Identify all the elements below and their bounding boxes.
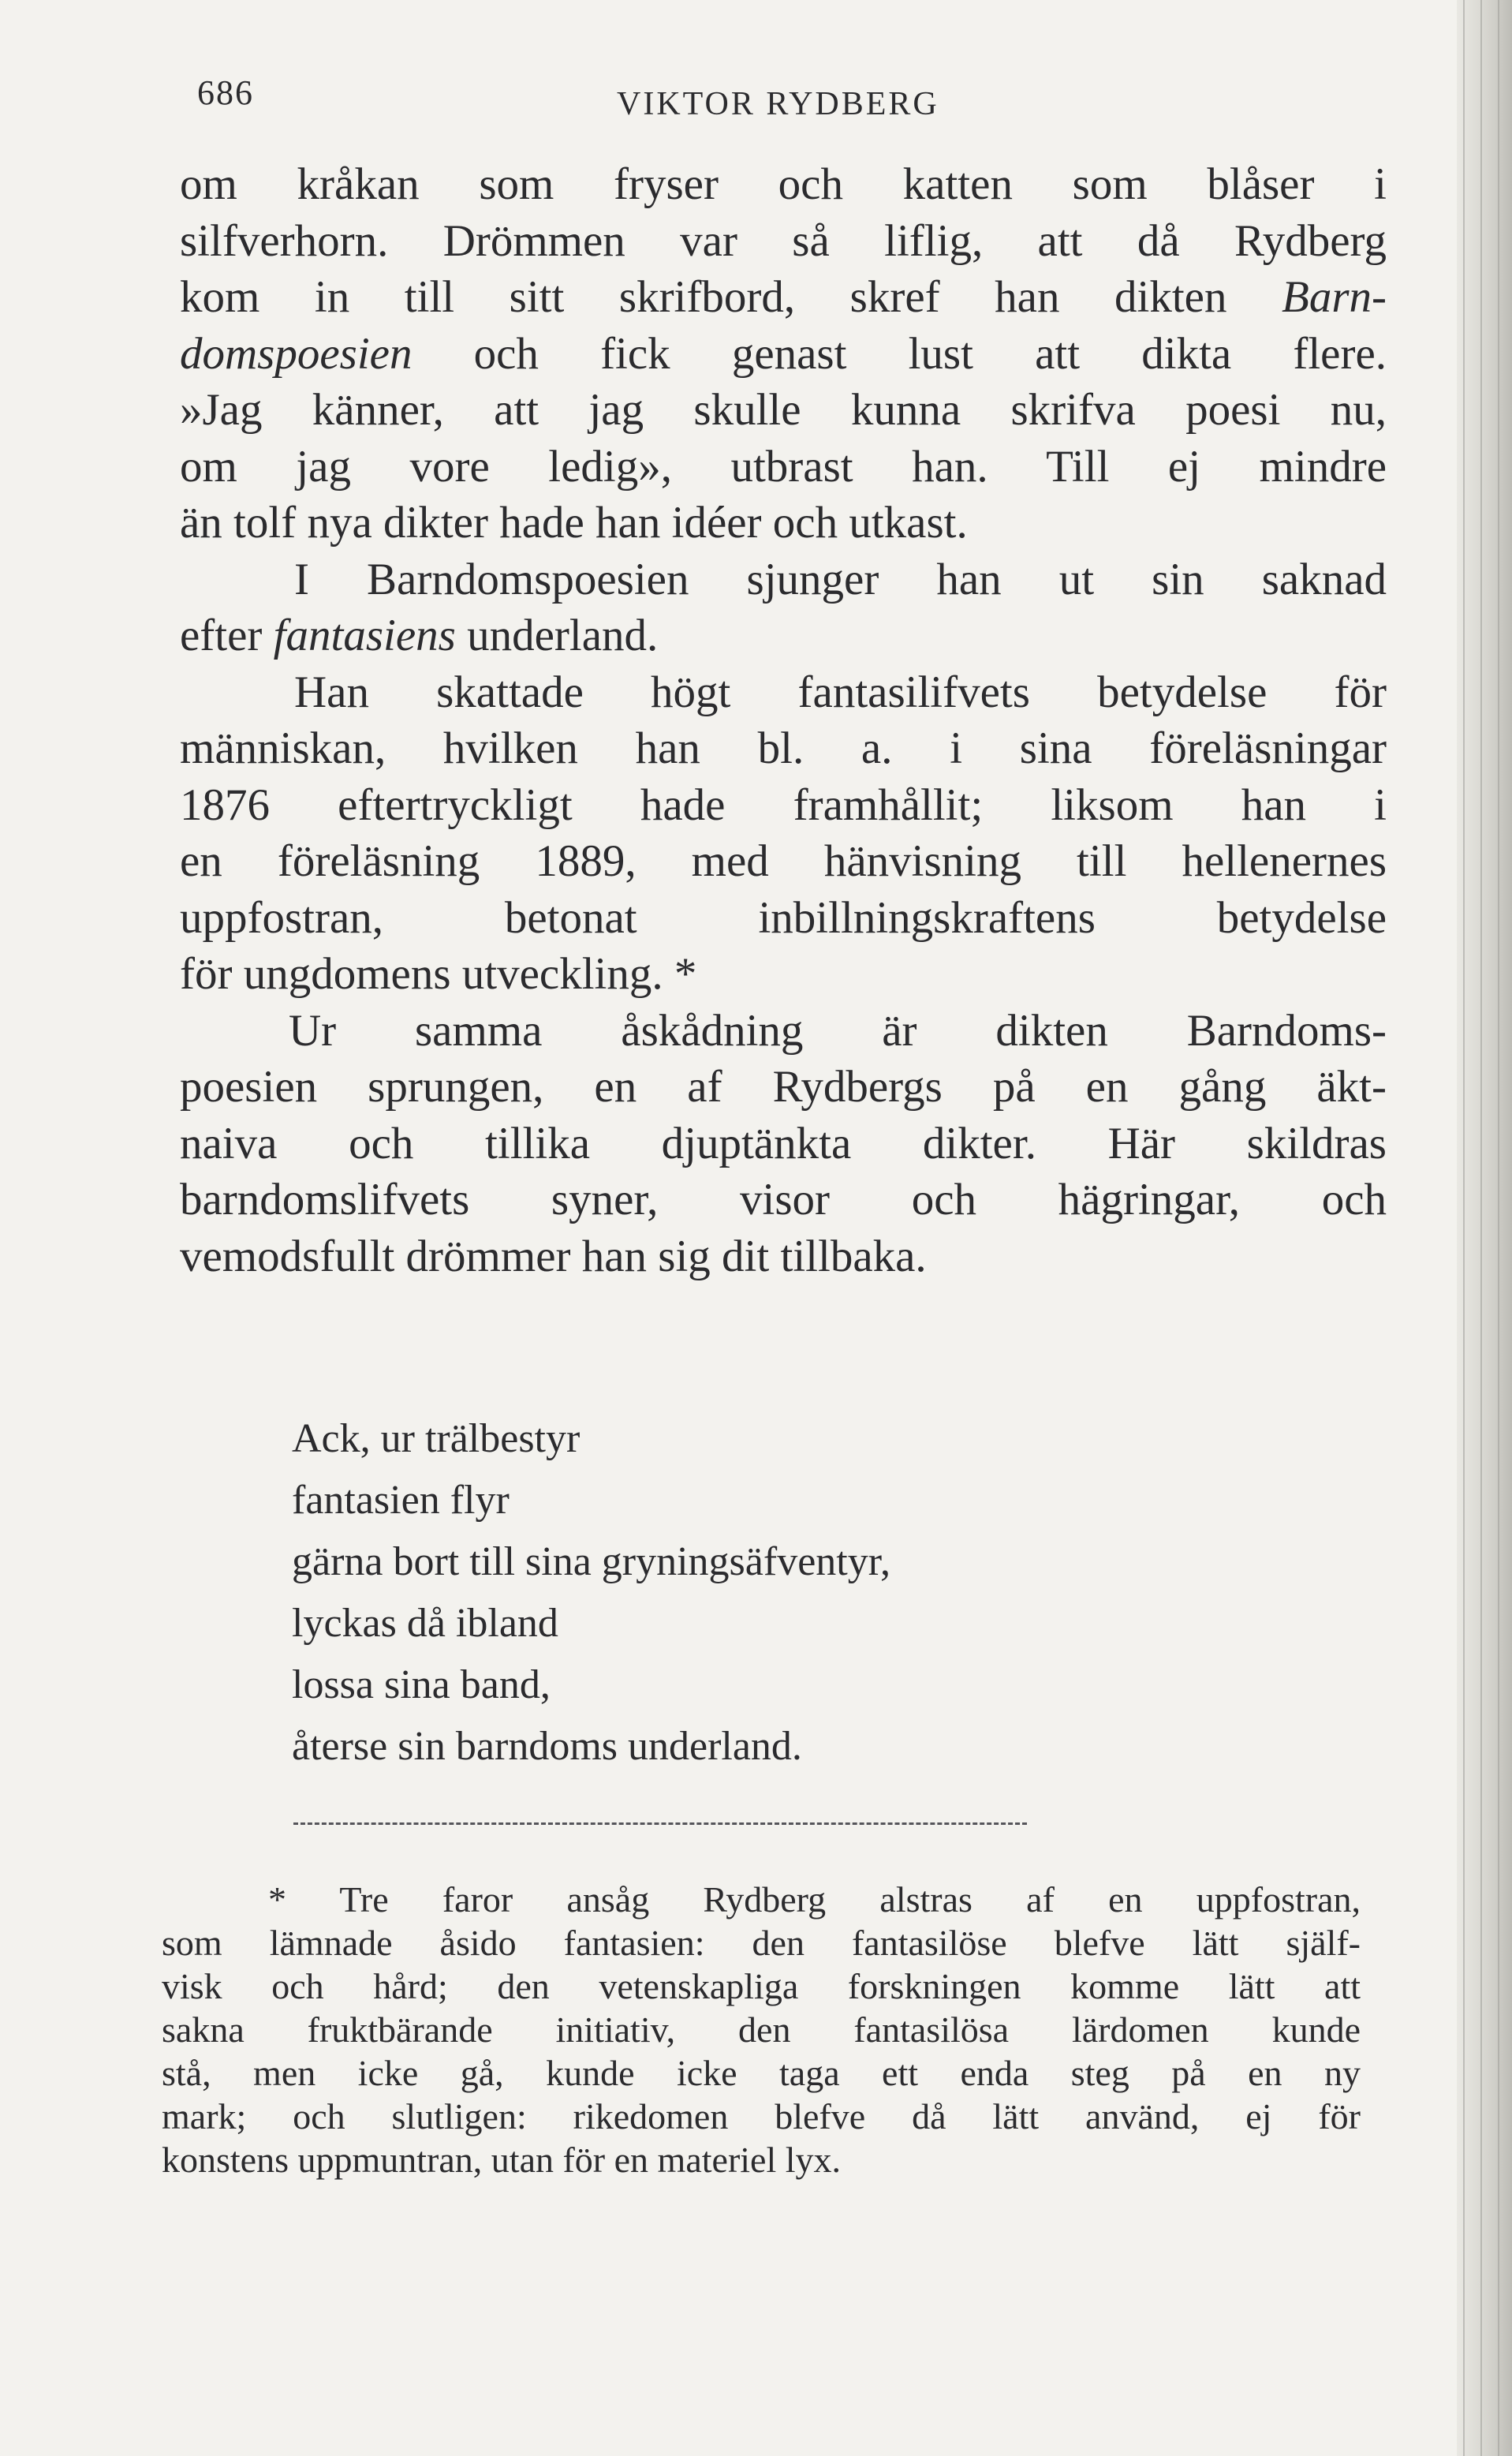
emphasis: domspoesien: [180, 328, 413, 379]
text-line: om kråkan som fryser och katten som blåser i: [180, 159, 1387, 209]
footnote-line: mark; och slutligen: rikedomen blefve då lätt använd, ej för: [162, 2096, 1361, 2136]
text-line: domspoesien och fick genast lust att dikta flere.: [180, 328, 1387, 379]
text-line: barndomslifvets syner, visor och hägringar, och: [180, 1175, 1387, 1224]
running-head: [0, 73, 1512, 120]
text-line: vemodsfullt drömmer han sig dit tillbaka.: [180, 1231, 927, 1281]
poem-line: Ack, ur trälbestyr: [292, 1416, 581, 1461]
poem-line: fantasien flyr: [292, 1478, 510, 1523]
text-line: I Barndomspoesien sjunger han ut sin saknad: [294, 554, 1387, 604]
footnote-line: konstens uppmuntran, utan för en materiel lyx.: [162, 2140, 842, 2180]
text-line: uppfostran, betonat inbillningskraftens betydelse: [180, 892, 1387, 943]
text-line: Ur samma åskådning är dikten Barndoms-: [289, 1005, 1387, 1056]
footnote-line: sakna fruktbärande initiativ, den fantasilösa lärdomen kunde: [162, 2009, 1361, 2050]
footnote-line: stå, men icke gå, kunde icke taga ett enda steg på en ny: [162, 2053, 1361, 2093]
footnote-line: som lämnade åsido fantasien: den fantasilöse blefve lätt själf-: [162, 1923, 1361, 1963]
text-line: poesien sprungen, en af Rydbergs på en gång äkt-: [180, 1062, 1387, 1112]
poem-line: lossa sina band,: [292, 1662, 551, 1707]
body-text: [180, 156, 1387, 1284]
text-line: naiva och tillika djuptänkta dikter. Här skildras: [180, 1118, 1387, 1168]
page-number: 686: [197, 73, 254, 112]
poem-line: gärna bort till sina gryningsäfventyr,: [292, 1539, 890, 1584]
poem-stanza: [292, 1408, 1120, 1778]
text-line: om jag vore ledig», utbrast han. Till ej mindre: [180, 441, 1387, 492]
text-line: än tolf nya dikter hade han idéer och utkast.: [180, 498, 968, 548]
text-line: en föreläsning 1889, med hänvisning till hellenernes: [180, 836, 1387, 886]
text-line: efter fantasiens underland.: [180, 611, 659, 660]
text-line: silfverhorn. Drömmen var så liflig, att då Rydberg: [180, 215, 1387, 266]
text-line: »Jag känner, att jag skulle kunna skrifva poesi nu,: [180, 385, 1387, 435]
footnote: [162, 1878, 1361, 2181]
poem-line: lyckas då ibland: [292, 1601, 558, 1646]
poem-line: återse sin barndoms underland.: [292, 1724, 802, 1769]
footnote-line: * Tre faror ansåg Rydberg alstras af en uppfostran,: [268, 1879, 1361, 1920]
page-edge-line: [1498, 0, 1499, 2456]
page-edge-line: [1463, 0, 1465, 2456]
emphasis: fantasiens: [273, 611, 456, 660]
page-edge-shadow: [1457, 0, 1512, 2456]
text-line: Han skattade högt fantasilifvets betydelse för: [294, 667, 1387, 717]
footnote-divider: [293, 1822, 1027, 1825]
text-line: kom in till sitt skrifbord, skref han dikten Barn-: [180, 272, 1387, 322]
running-title: VIKTOR RYDBERG: [617, 86, 939, 122]
text-line: för ungdomens utveckling. *: [180, 949, 697, 999]
text-line: 1876 eftertryckligt hade framhållit; liksom han i: [180, 779, 1387, 830]
footnote-line: visk och hård; den vetenskapliga forskningen komme lätt att: [162, 1966, 1361, 2006]
page-edge-line: [1480, 0, 1482, 2456]
emphasis: Barn-: [1282, 272, 1387, 322]
text-line: människan, hvilken han bl. a. i sina föreläsningar: [180, 723, 1387, 773]
